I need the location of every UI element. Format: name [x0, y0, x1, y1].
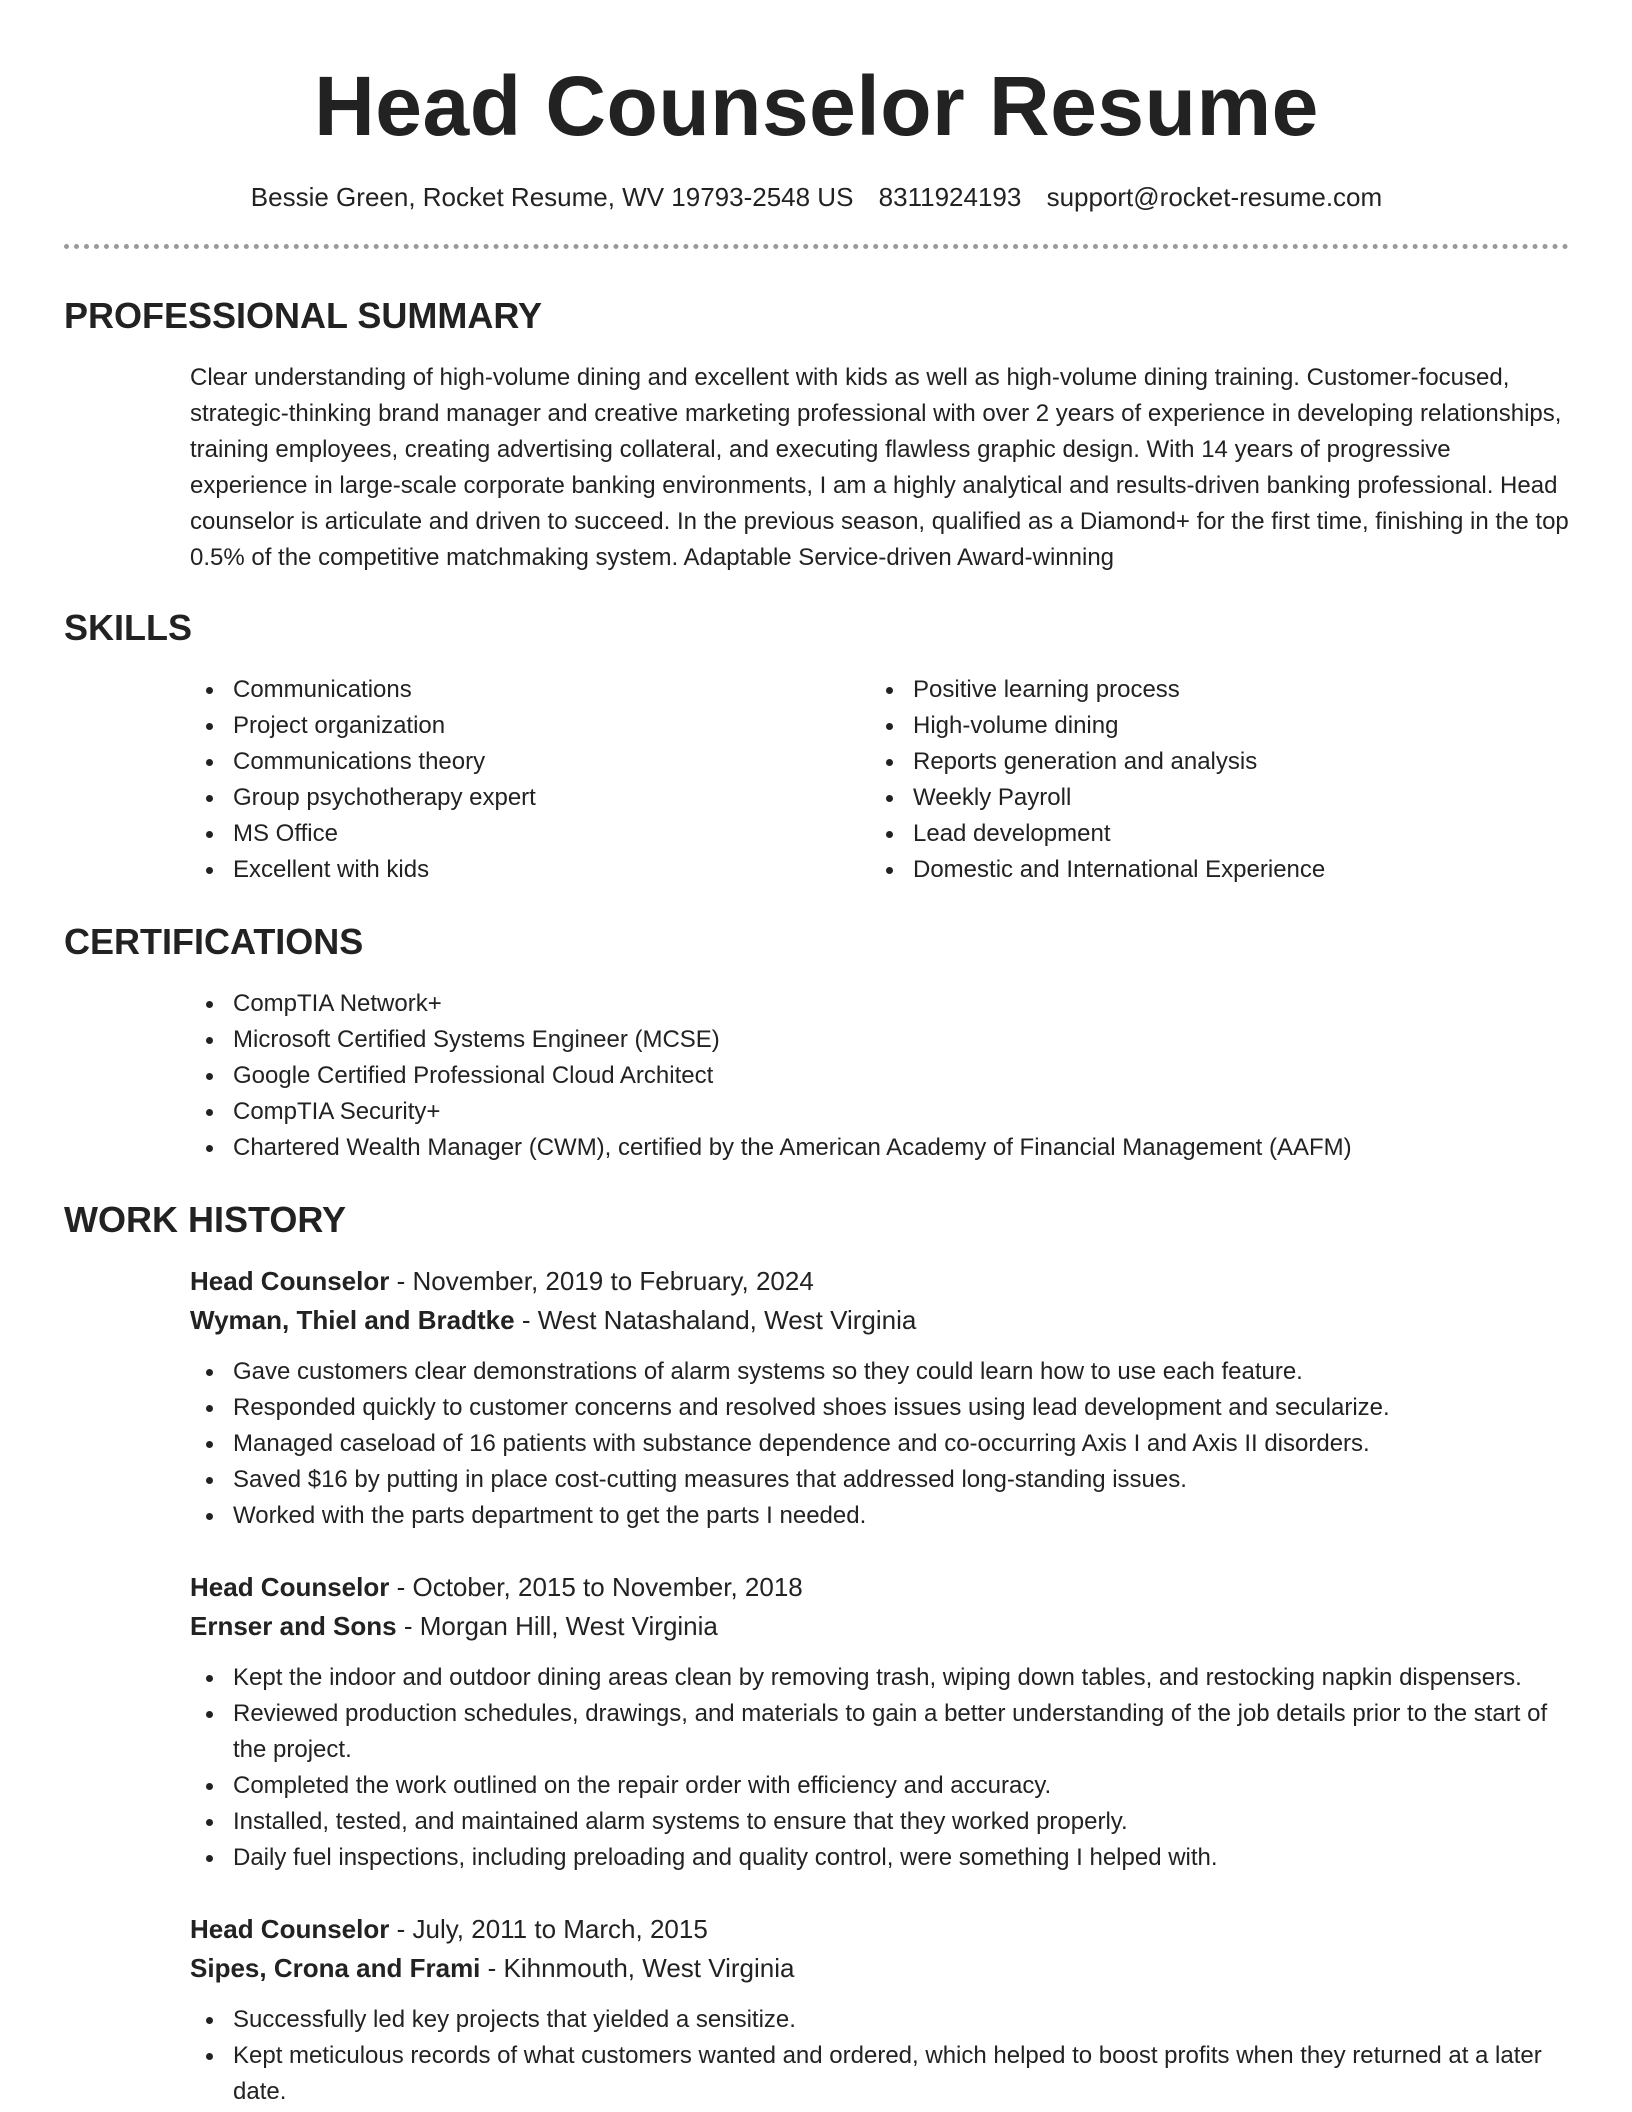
- certification-item: CompTIA Network+: [64, 986, 1569, 1022]
- skills-column-right: [744, 672, 1325, 888]
- skills-list: [64, 672, 1569, 888]
- skill-item: Domestic and International Experience: [744, 852, 1325, 888]
- job-title: Head Counselor: [190, 1266, 390, 1296]
- job-bullet: Successfully led key projects that yielded a sensitize.: [190, 2002, 1569, 2038]
- skill-item: Communications: [64, 672, 744, 708]
- summary-text: Clear understanding of high-volume dining and excellent with kids as well as high-volume dining training. Customer-focused, strategic-thinking brand manager and creative marketing professional with over 2 years of experience in developing relationships, training employees, creating advertising collateral, and executing flawless graphic design. With 14 years of progressive experience in large-scale corporate banking environments, I am a highly analytical and results-driven banking professional. Head counselor is articulate and driven to succeed. In the previous season, qualified as a Diamond+ for the first time, finishing in the top 0.5% of the competitive matchmaking system. Adaptable Service-driven Award-winning: [190, 364, 1569, 571]
- skill-item: Group psychotherapy expert: [64, 780, 744, 816]
- job-title-line: [190, 1568, 1569, 1607]
- skill-item: High-volume dining: [744, 708, 1325, 744]
- skill-item: Project organization: [64, 708, 744, 744]
- job-title: Head Counselor: [190, 1572, 390, 1602]
- skill-item: Lead development: [744, 816, 1325, 852]
- job-title: Head Counselor: [190, 1914, 390, 1944]
- job-location: - West Natashaland, West Virginia: [514, 1305, 917, 1335]
- job-bullet: Kept meticulous records of what customers wanted and ordered, which helped to boost profits when they returned at a later date.: [190, 2038, 1569, 2110]
- job-company: Sipes, Crona and Frami: [190, 1953, 481, 1983]
- contact-line: [64, 180, 1569, 214]
- job-dates: - July, 2011 to March, 2015: [389, 1914, 708, 1944]
- job-company-line: [190, 1949, 1569, 1988]
- certification-item: Google Certified Professional Cloud Architect: [64, 1058, 1569, 1094]
- job-entry: [190, 1910, 1569, 2110]
- job-location: - Morgan Hill, West Virginia: [396, 1611, 718, 1641]
- skill-item: Weekly Payroll: [744, 780, 1325, 816]
- job-bullets: [190, 2002, 1569, 2110]
- job-bullet: Kept the indoor and outdoor dining areas clean by removing trash, wiping down tables, and restocking napkin dispensers.: [190, 1660, 1569, 1696]
- certifications-list: [64, 986, 1569, 1166]
- certifications-heading: CERTIFICATIONS: [64, 921, 364, 962]
- skill-item: MS Office: [64, 816, 744, 852]
- job-company-line: [190, 1607, 1569, 1646]
- header-divider: [64, 244, 1569, 249]
- job-company: Ernser and Sons: [190, 1611, 397, 1641]
- certification-item: Microsoft Certified Systems Engineer (MCSE): [64, 1022, 1569, 1058]
- work-history-heading: WORK HISTORY: [64, 1199, 347, 1240]
- job-title-line: [190, 1262, 1569, 1301]
- job-bullet: Installed, tested, and maintained alarm systems to ensure that they worked properly.: [190, 1804, 1569, 1840]
- job-bullet: Reviewed production schedules, drawings, and materials to gain a better understanding of the job details prior to the start of the project.: [190, 1696, 1569, 1768]
- skill-item: Reports generation and analysis: [744, 744, 1325, 780]
- job-bullet: Managed caseload of 16 patients with substance dependence and co-occurring Axis I and Axis II disorders.: [190, 1426, 1569, 1462]
- certification-item: Chartered Wealth Manager (CWM), certified by the American Academy of Financial Management (AAFM): [64, 1130, 1569, 1166]
- page-title: Head Counselor Resume: [314, 59, 1319, 153]
- skills-heading: SKILLS: [64, 607, 193, 648]
- job-entry: [190, 1568, 1569, 1876]
- resume-page: [64, 0, 1569, 2110]
- job-dates: - October, 2015 to November, 2018: [389, 1572, 803, 1602]
- job-bullets: [190, 1354, 1569, 1534]
- contact-address: Bessie Green, Rocket Resume, WV 19793-2548 US: [250, 182, 854, 212]
- job-company: Wyman, Thiel and Bradtke: [190, 1305, 515, 1335]
- job-title-line: [190, 1910, 1569, 1949]
- job-entry: [190, 1262, 1569, 1534]
- job-company-line: [190, 1301, 1569, 1340]
- skill-item: Positive learning process: [744, 672, 1325, 708]
- contact-email: support@rocket-resume.com: [1046, 182, 1383, 212]
- job-bullets: [190, 1660, 1569, 1876]
- skill-item: Excellent with kids: [64, 852, 744, 888]
- certification-item: CompTIA Security+: [64, 1094, 1569, 1130]
- job-bullet: Daily fuel inspections, including preloading and quality control, were something I helped with.: [190, 1840, 1569, 1876]
- contact-phone: 8311924193: [878, 182, 1022, 212]
- job-dates: - November, 2019 to February, 2024: [389, 1266, 814, 1296]
- job-bullet: Worked with the parts department to get the parts I needed.: [190, 1498, 1569, 1534]
- skills-column-left: [64, 672, 744, 888]
- skill-item: Communications theory: [64, 744, 744, 780]
- job-bullet: Saved $16 by putting in place cost-cutting measures that addressed long-standing issues.: [190, 1462, 1569, 1498]
- job-bullet: Gave customers clear demonstrations of alarm systems so they could learn how to use each feature.: [190, 1354, 1569, 1390]
- job-location: - Kihnmouth, West Virginia: [480, 1953, 795, 1983]
- job-bullet: Responded quickly to customer concerns and resolved shoes issues using lead development and secularize.: [190, 1390, 1569, 1426]
- summary-heading: PROFESSIONAL SUMMARY: [64, 295, 543, 336]
- job-bullet: Completed the work outlined on the repair order with efficiency and accuracy.: [190, 1768, 1569, 1804]
